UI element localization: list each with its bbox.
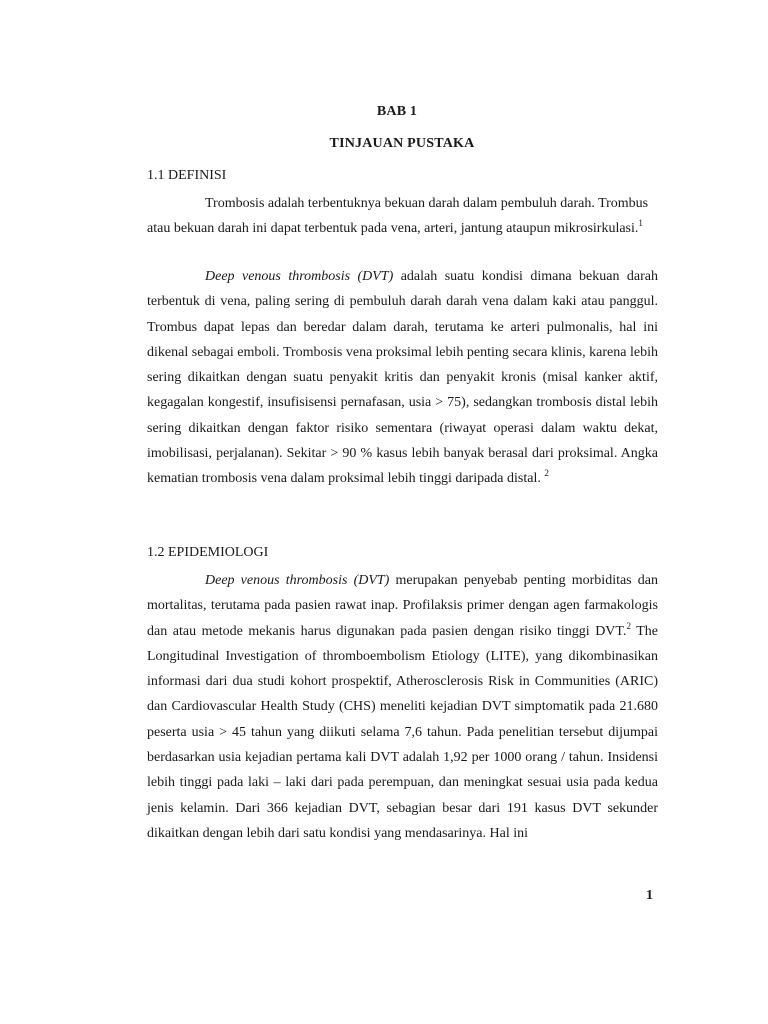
page-number: 1 bbox=[646, 888, 653, 903]
paragraph-text: The Longitudinal Investigation of thromboembolism Etiology (LITE), yang dikombinasikan informasi dari dua studi kohort prospektif, Atherosclerosis Risk in Communities (ARIC) dan Cardiovascular Health Study (CHS) meneliti kejadian DVT simptomatik pada 21.680 peserta usia > 45 tahun yang diikuti selama 7,6 tahun. Pada penelitian tersebut dijumpai berdasarkan usia kejadian pertama kali DVT adalah 1,92 per 1000 orang / tahun. Insidensi lebih tinggi pada laki – laki dari pada perempuan, dan meningkat sesuai usia pada kedua jenis kelamin. Dari 366 kejadian DVT, sebagian besar dari 191 kasus DVT sekunder dikaitkan dengan lebih dari satu kondisi yang mendasarinya. Hal ini bbox=[147, 623, 658, 841]
italic-term: Deep venous thrombosis (DVT) bbox=[205, 269, 394, 284]
italic-term: Deep venous thrombosis (DVT) bbox=[205, 573, 390, 588]
paragraph-text: Trombosis adalah terbentuknya bekuan darah dalam pembuluh darah. Trombus atau bekuan darah ini dapat terbentuk pada vena, arteri, jantung ataupun mikrosirkulasi. bbox=[147, 196, 649, 237]
paragraph-text: adalah suatu kondisi dimana bekuan darah terbentuk di vena, paling sering di pembuluh darah darah vena dalam kaki atau panggul. Trombus dapat lepas dan beredar dalam darah, terutama ke arteri pulmonalis, hal ini dikenal sebagai emboli. Trombosis vena proksimal lebih penting secara klinis, karena lebih sering dikaitkan dengan suatu penyakit kritis dan penyakit kronis (misal kanker aktif, kegagalan kongestif, insufisisensi pernafasan, usia > 75), sedangkan trombosis distal lebih sering dikaitkan dengan faktor risiko sementara (riwayat operasi dalam waktu dekat, imobilisasi, perjalanan). Sekitar > 90 % kasus lebih banyak berasal dari proksimal. Angka kematian trombosis vena dalam proksimal lebih tinggi daripada distal. bbox=[147, 269, 658, 487]
section-heading-definisi: 1.1 DEFINISI bbox=[147, 168, 227, 183]
section-heading-epidemiologi: 1.2 EPIDEMIOLOGI bbox=[147, 545, 269, 560]
chapter-title: TINJAUAN PUSTAKA bbox=[329, 136, 475, 151]
paragraph-text: merupakan penyebab penting morbiditas dan mortalitas, terutama pada pasien rawat inap. Profilaksis primer dengan agen farmakologis dan atau metode mekanis harus digunakan pada pasien dengan risiko tinggi DVT. bbox=[147, 573, 658, 639]
chapter-number: BAB 1 bbox=[376, 104, 418, 119]
footnote-ref: 2 bbox=[544, 468, 549, 479]
footnote-ref: 2 bbox=[626, 620, 631, 631]
paragraph-definisi-1 bbox=[147, 191, 658, 242]
footnote-ref: 1 bbox=[638, 218, 643, 229]
paragraph-epidemiologi-1 bbox=[147, 568, 658, 846]
paragraph-definisi-2 bbox=[147, 264, 658, 492]
